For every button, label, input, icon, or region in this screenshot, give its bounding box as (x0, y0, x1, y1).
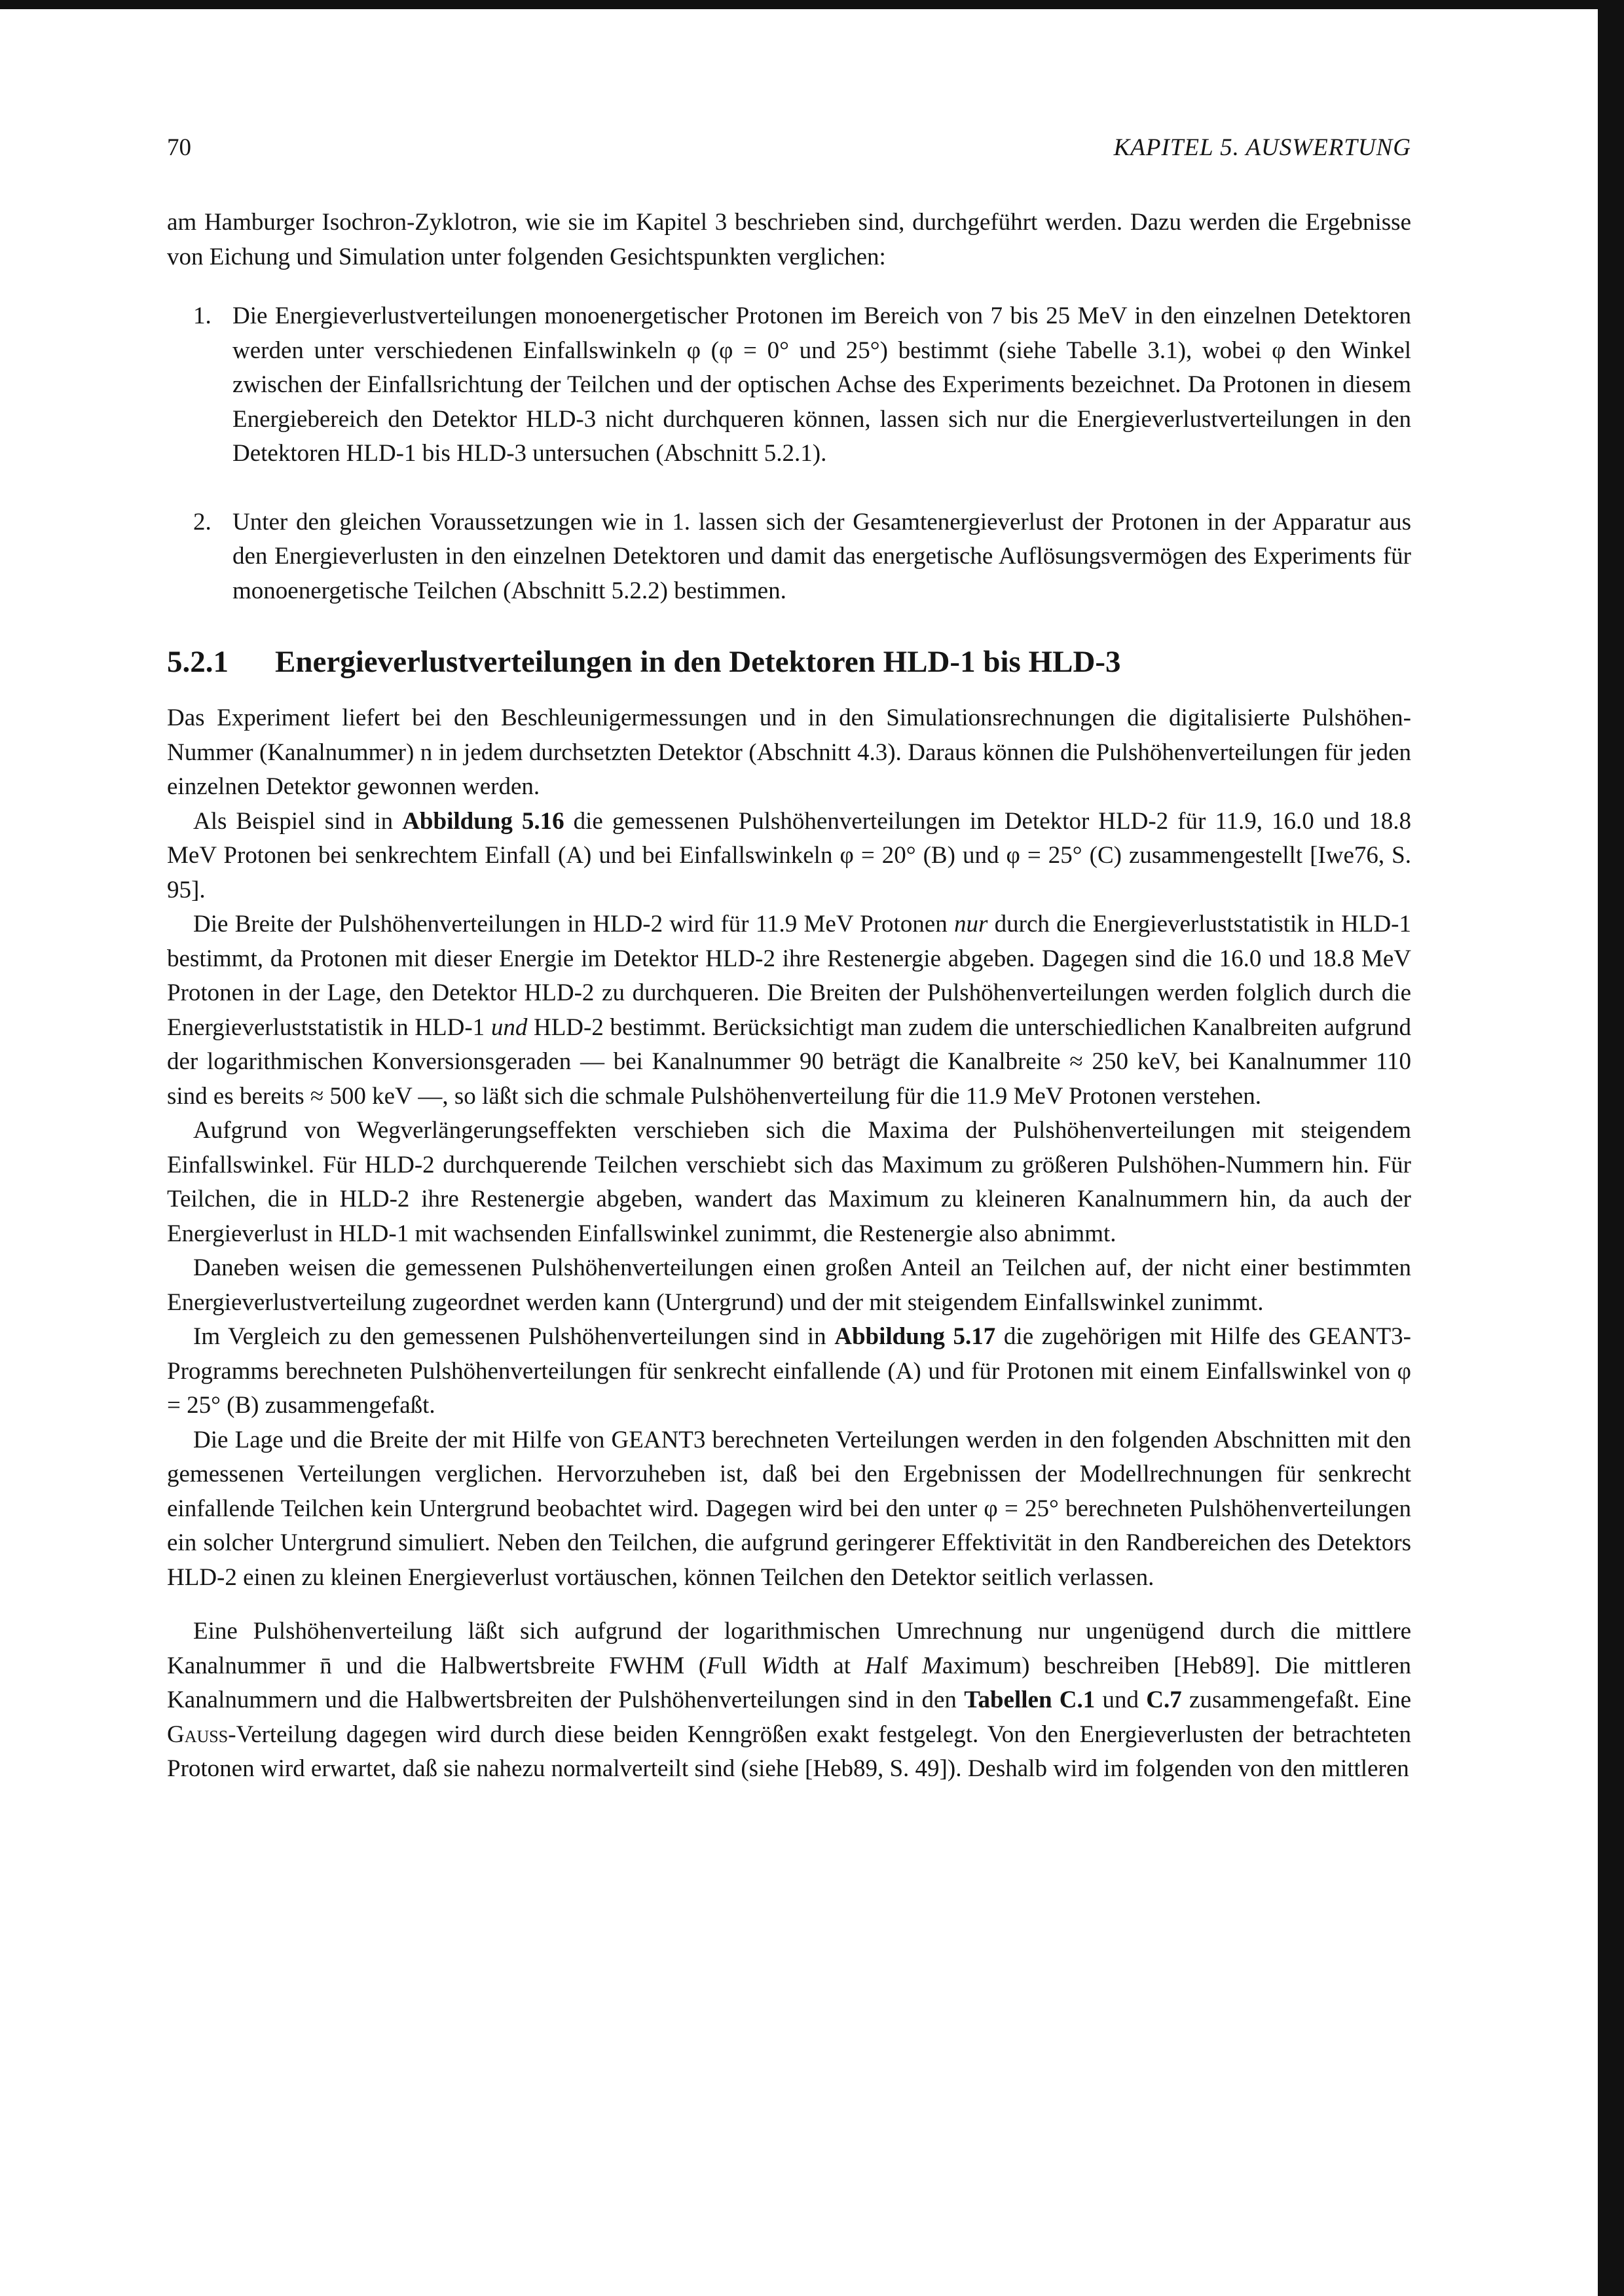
text-run: alf (882, 1652, 923, 1679)
section-number: 5.2.1 (167, 645, 229, 679)
list-item-number: 2. (193, 508, 212, 536)
section-heading (167, 642, 1411, 682)
list-item (167, 505, 1411, 609)
text-run: durch die Energieverluststatistik in HLD-1 bestimmt, da Protonen mit dieser Energie im Detektor HLD-2 ihre Restenergie abgeben. Dagegen sind die 16.0 und 18.8 MeV Protonen in der Lage, den Detektor HLD-2 zu durchqueren. Die Breiten der Pulshöhenverteilungen werden folglich durch die Energieverluststatistik in HLD-1 (167, 911, 1411, 1041)
text-run: Eine Pulshöhenverteilung läßt sich aufgrund der logarithmischen Umrechnung nur ungenügend durch die mittlere Kanalnummer n̄ und die Halbwertsbreite FWHM ( (167, 1618, 1411, 1679)
list-item-number: 1. (193, 302, 212, 329)
emphasis: H (864, 1652, 883, 1679)
list-item-text: Unter den gleichen Voraussetzungen wie in 1. lassen sich der Gesamtenergieverlust der Protonen in der Apparatur aus den Energieverlusten in den einzelnen Detektoren und damit das energetische Auflösungsvermögen des Experiments für monoenergetische Teilchen (Abschnitt 5.2.2) bestimmen. (232, 508, 1411, 604)
comparison-list (167, 299, 1411, 608)
emphasis: nur (954, 911, 988, 938)
text-run: Im Vergleich zu den gemessenen Pulshöhenverteilungen sind in (193, 1323, 835, 1350)
paragraph (167, 907, 1411, 1114)
emphasis: M (922, 1652, 942, 1679)
scan-border-top (0, 0, 1624, 9)
section-title: Energieverlustverteilungen in den Detektoren HLD-1 bis HLD-3 (275, 645, 1121, 679)
figure-reference: Abbildung 5.16 (402, 807, 564, 835)
text-run: -Verteilung dagegen wird durch diese beiden Kenngrößen exakt festgelegt. Von den Energieverlusten der betrachteten Protonen wird erwartet, daß sie nahezu normalverteilt sind (siehe [Heb89, S. 49]). Deshalb wird im folgenden von den mittleren (167, 1721, 1411, 1782)
page-body (167, 206, 1411, 1787)
text-run: die gemessenen Pulshöhenverteilungen im Detektor HLD-2 für 11.9, 16.0 und 18.8 MeV Protonen bei senkrechtem Einfall (A) und bei Einfallswinkeln φ = 20° (B) und φ = 25° (C) zusammengestellt [Iwe76, S. 95]. (167, 807, 1411, 903)
document-page (0, 9, 1598, 2296)
table-reference: C.7 (1146, 1686, 1182, 1713)
paragraph (167, 805, 1411, 908)
paragraph: Die Lage und die Breite der mit Hilfe von GEANT3 berechneten Verteilungen werden in den folgenden Abschnitten mit den gemessenen Verteilungen verglichen. Hervorzuheben ist, daß bei den Ergebnissen der Modellrechnungen für senkrecht einfallende Teilchen kein Untergrund beobachtet wird. Dagegen wird bei den unter φ = 25° berechneten Pulshöhenverteilungen ein solcher Untergrund simuliert. Neben den Teilchen, die aufgrund geringerer Effektivität in den Randbereichen des Detektors HLD-2 einen zu kleinen Energieverlust vortäuschen, können Teilchen den Detektor seitlich verlassen. (167, 1426, 1411, 1591)
text-run: HLD-2 bestimmt. Berücksichtigt man zudem die unterschiedlichen Kanalbreiten aufgrund der logarithmischen Konversionsgeraden — bei Kanalnummer 90 beträgt die Kanalbreite ≈ 250 keV, bei Kanalnummer 110 sind es bereits ≈ 500 keV —, so läßt sich die schmale Pulshöhenverteilung für die 11.9 MeV Protonen verstehen. (167, 1013, 1412, 1110)
paragraph: Daneben weisen die gemessenen Pulshöhenverteilungen einen großen Anteil an Teilchen auf, der nicht einer bestimmten Energieverlustverteilung zugeordnet werden kann (Untergrund) und der mit steigendem Einfallswinkel zunimmt. (167, 1254, 1411, 1316)
text-run: idth at (781, 1652, 865, 1679)
page-number: 70 (167, 134, 191, 161)
name-small-caps: Gauss (167, 1721, 229, 1748)
text-run: ull (721, 1652, 762, 1679)
list-item (167, 299, 1411, 471)
figure-reference: Abbildung 5.17 (834, 1323, 996, 1350)
text-run: aximum) beschreiben [Heb89]. Die mittleren Kanalnummern und die Halbwertsbreiten der Pulshöhenverteilungen sind in den (167, 1652, 1412, 1713)
text-run: Die Breite der Pulshöhenverteilungen in HLD-2 wird für 11.9 MeV Protonen (193, 911, 954, 938)
emphasis: W (761, 1652, 782, 1679)
paragraph (167, 1320, 1411, 1423)
list-item-text: Die Energieverlustverteilungen monoenergetischer Protonen im Bereich von 7 bis 25 MeV in den einzelnen Detektoren werden unter verschiedenen Einfallswinkeln φ (φ = 0° und 25°) bestimmt (siehe Tabelle 3.1), wobei φ den Winkel zwischen der Einfallsrichtung der Teilchen und der optischen Achse des Experiments bezeichnet. Da Protonen in diesem Energiebereich den Detektor HLD-3 nicht durchqueren können, lassen sich nur die Energieverlustverteilungen in den Detektoren HLD-1 bis HLD-3 untersuchen (Abschnitt 5.2.1). (232, 302, 1411, 467)
text-run: Als Beispiel sind in (193, 807, 403, 835)
intro-paragraph: am Hamburger Isochron-Zyklotron, wie sie im Kapitel 3 beschrieben sind, durchgeführt werden. Dazu werden die Ergebnisse von Eichung und Simulation unter folgenden Gesichtspunkten verglichen: (167, 209, 1411, 270)
scan-border-right (1598, 0, 1624, 2296)
running-header (167, 134, 1411, 173)
chapter-title: KAPITEL 5. AUSWERTUNG (1113, 134, 1411, 161)
emphasis: F (707, 1652, 722, 1679)
text-run: zusammengefaßt. Eine (1181, 1686, 1412, 1713)
paragraph (167, 1614, 1411, 1787)
table-reference: Tabellen C.1 (964, 1686, 1096, 1713)
text-run: und (1095, 1686, 1147, 1713)
emphasis: und (490, 1013, 528, 1041)
paragraph: Das Experiment liefert bei den Beschleunigermessungen und in den Simulationsrechnungen die digitalisierte Pulshöhen-Nummer (Kanalnummer) n in jedem durchsetzten Detektor (Abschnitt 4.3). Daraus können die Pulshöhenverteilungen für jeden einzelnen Detektor gewonnen werden. (167, 704, 1411, 800)
text-run: die zugehörigen mit Hilfe des GEANT3-Programms berechneten Pulshöhenverteilungen für senkrecht einfallende (A) und für Protonen mit einem Einfallswinkel von φ = 25° (B) zusammengefaßt. (167, 1323, 1411, 1419)
paragraph: Aufgrund von Wegverlängerungseffekten verschieben sich die Maxima der Pulshöhenverteilungen mit steigendem Einfallswinkel. Für HLD-2 durchquerende Teilchen verschiebt sich das Maximum zu größeren Pulshöhen-Nummern hin. Für Teilchen, die in HLD-2 ihre Restenergie abgeben, wandert das Maximum zu kleineren Kanalnummern hin, da auch der Energieverlust in HLD-1 mit wachsenden Einfallswinkel zunimmt, die Restenergie also abnimmt. (167, 1117, 1411, 1247)
